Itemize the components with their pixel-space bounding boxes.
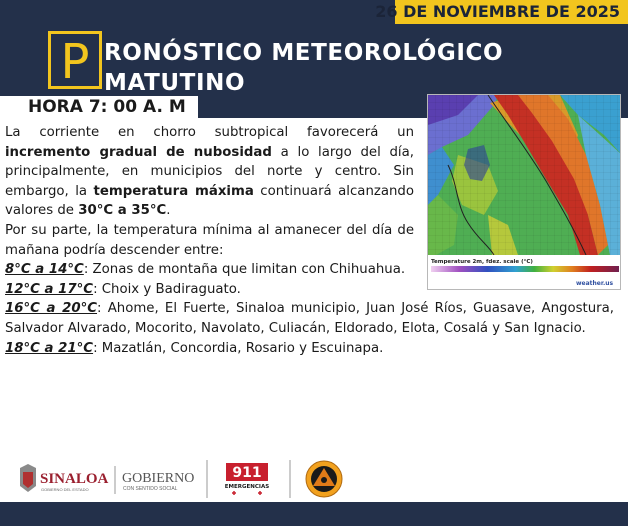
- highlight-max-range: 30°C a 35°C: [78, 203, 167, 219]
- footer-logos-graphic: [0, 456, 628, 502]
- range-item: [5, 280, 614, 300]
- range-text: : Mazatlán, Concordia, Rosario y Escuinapa.: [93, 340, 384, 356]
- range-text: : Ahome, El Fuerte, Sinaloa municipio, Juan José Ríos, Guasave, Angostura, Salvador Alvarado, Mocorito, Navolato, Culiacán, Eldorado, Elota, Cosalá y San Ignacio.: [5, 301, 614, 336]
- sinaloa-subtitle: GOBIERNO DEL ESTADO: [41, 487, 89, 492]
- map-color-scale: [431, 266, 619, 272]
- range-text: : Zonas de montaña que limitan con Chihuahua.: [83, 262, 406, 278]
- sinaloa-wordmark: SINALOA: [40, 471, 109, 487]
- sinaloa-logo: [20, 464, 109, 492]
- proteccion-civil-logo: [306, 461, 342, 497]
- highlight-nubosidad: incremento gradual de nubosidad: [5, 144, 272, 160]
- range-item: [5, 299, 614, 338]
- gobierno-subtitle: CON SENTIDO SOCIAL: [123, 486, 178, 492]
- hour-tab: [0, 96, 198, 122]
- map-brand: weather.us: [576, 280, 614, 287]
- range-item: [5, 339, 614, 359]
- logo-911: [225, 463, 269, 495]
- date-badge: [375, 0, 628, 24]
- highlight-temperatura-maxima: temperatura máxima: [93, 183, 254, 199]
- date-text: 26 DE NOVIEMBRE DE 2025: [375, 2, 620, 21]
- footer-logos: [0, 456, 628, 502]
- range-text: : Choix y Badiraguato.: [93, 281, 241, 297]
- logo-911-caption: EMERGENCIAS: [224, 484, 270, 490]
- footer-bar: [0, 502, 628, 526]
- title-initial-box: [48, 31, 102, 89]
- temperature-map-graphic: [428, 95, 621, 290]
- range-label: 8°C a 14°C: [5, 262, 84, 278]
- paragraph-2: Por su parte, la temperatura mínima al amanecer del día de mañana podría descender entre:: [5, 222, 414, 258]
- page-title: [104, 38, 574, 98]
- range-item: [5, 260, 414, 280]
- title-line-1: RONÓSTICO METEOROLÓGICO: [104, 40, 504, 66]
- map-field: [428, 95, 621, 255]
- logo-911-number: 911: [232, 465, 262, 481]
- gobierno-wordmark: GOBIERNO: [122, 471, 195, 486]
- title-initial: P: [60, 34, 90, 90]
- hour-text: HORA 7: 00 A. M: [28, 97, 186, 117]
- range-label: 16°C a 20°C: [5, 301, 98, 317]
- map-legend-title: Temperature 2m, fdez. scale (°C): [431, 259, 533, 265]
- paragraph-1: La corriente en chorro subtropical favorecerá un incremento gradual de nubosidad a lo largo del día, principalmente, en municipios del norte y centro. Sin embargo, la temperatura máxima continuará alcanzando valores de 30°C a 35°C.: [5, 125, 414, 219]
- title-line-2: MATUTINO: [104, 70, 246, 96]
- temperature-map: [427, 94, 621, 290]
- range-label: 18°C a 21°C: [5, 340, 94, 356]
- range-label: 12°C a 17°C: [5, 281, 94, 297]
